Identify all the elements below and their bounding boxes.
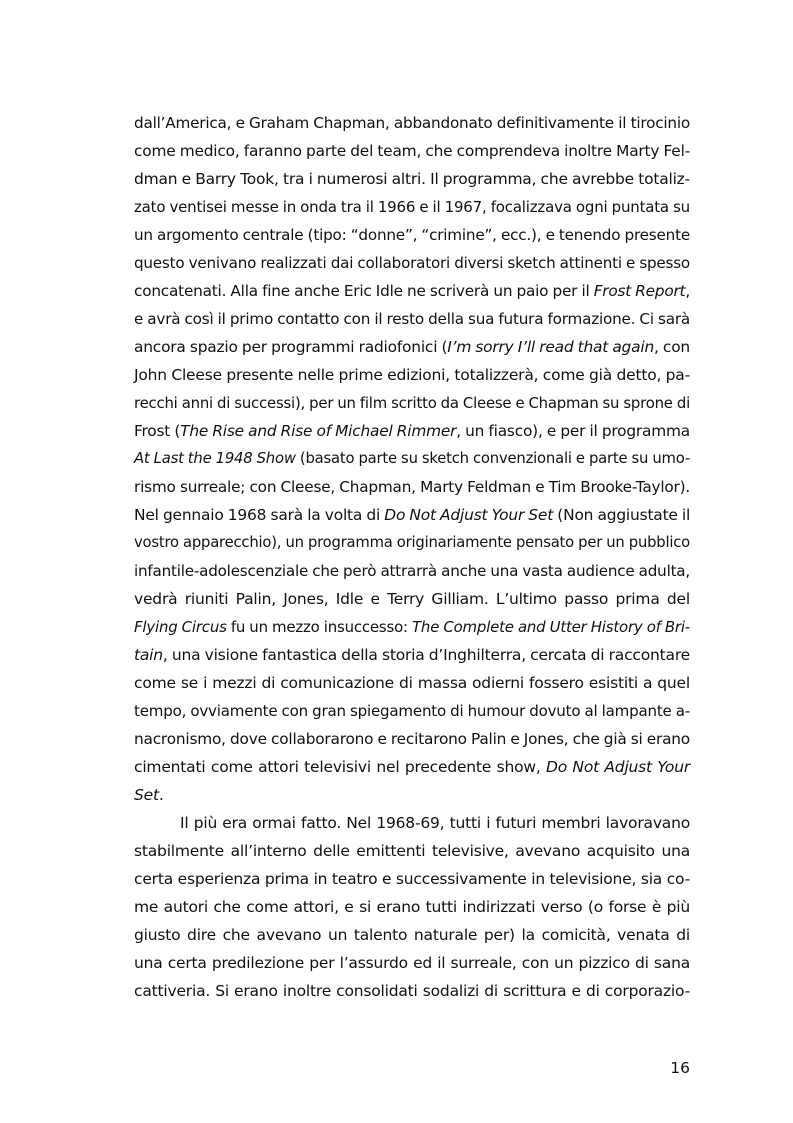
text-segment: recchi anni di successi), per un film scritto da Cleese e Chapman su sprone di bbox=[134, 394, 690, 412]
text-line bbox=[134, 473, 690, 501]
text-line bbox=[134, 417, 690, 445]
text-line bbox=[134, 389, 690, 417]
text-line bbox=[134, 585, 690, 613]
italic-title: tain bbox=[134, 646, 163, 664]
text-segment: certa esperienza prima in teatro e successivamente in televisione, sia co- bbox=[134, 870, 690, 888]
text-segment: tempo, ovviamente con gran spiegamento di humour dovuto al lampante a- bbox=[134, 702, 690, 720]
text-line bbox=[134, 445, 690, 473]
text-segment: (Non aggiustate il bbox=[553, 506, 691, 524]
text-line bbox=[134, 641, 690, 669]
text-segment: ancora spazio per programmi radiofonici ( bbox=[134, 338, 448, 356]
italic-title: Frost Report bbox=[593, 282, 686, 300]
text-segment: . bbox=[158, 786, 164, 804]
text-line bbox=[134, 977, 690, 1005]
text-segment: come medico, faranno parte del team, che comprendeva inoltre Marty Fel- bbox=[134, 142, 690, 160]
text-segment: (basato parte su sketch convenzionali e parte su umo- bbox=[295, 450, 690, 467]
text-segment: come se i mezzi di comunicazione di massa odierni fossero esistiti a quel bbox=[134, 674, 690, 692]
text-segment: , con bbox=[654, 338, 690, 356]
text-line bbox=[134, 865, 690, 893]
text-line bbox=[134, 137, 690, 165]
text-line bbox=[134, 221, 690, 249]
page-number: 16 bbox=[670, 1059, 690, 1077]
text-segment: Nel gennaio 1968 sarà la volta di bbox=[134, 506, 385, 524]
text-segment: una certa predilezione per l’assurdo ed il surreale, con un pizzico di sana bbox=[134, 954, 690, 972]
text-line bbox=[134, 837, 690, 865]
text-segment: un argomento centrale (tipo: “donne”, “crimine”, ecc.), e tenendo presente bbox=[134, 226, 690, 244]
text-segment: rismo surreale; con Cleese, Chapman, Marty Feldman e Tim Brooke-Taylor). bbox=[134, 478, 690, 496]
text-line bbox=[134, 333, 690, 361]
text-segment: cimentati come attori televisivi nel precedente show, bbox=[134, 758, 546, 776]
text-segment: zato ventisei messe in onda tra il 1966 e il 1967, focalizzava ogni puntata su bbox=[134, 198, 690, 216]
italic-title: I’m sorry I’ll read that again bbox=[447, 338, 655, 356]
text-line bbox=[134, 753, 690, 781]
italic-title: The Rise and Rise of Michael Rimmer bbox=[180, 422, 457, 440]
italic-title: The Complete and Utter History of Bri- bbox=[412, 618, 690, 636]
text-segment: cattiveria. Si erano inoltre consolidati sodalizi di scrittura e di corporazio- bbox=[134, 982, 690, 1000]
text-line bbox=[134, 249, 690, 277]
text-line bbox=[134, 305, 690, 333]
text-segment: e avrà così il primo contatto con il resto della sua futura formazione. Ci sarà bbox=[134, 310, 690, 328]
italic-title: At Last the 1948 Show bbox=[134, 450, 296, 467]
text-line bbox=[134, 781, 690, 809]
text-line bbox=[134, 669, 690, 697]
text-segment: dall’America, e Graham Chapman, abbandonato definitivamente il tirocinio bbox=[134, 114, 690, 132]
text-line bbox=[134, 361, 690, 389]
text-line bbox=[134, 809, 690, 837]
text-line bbox=[134, 277, 690, 305]
text-line bbox=[134, 613, 690, 641]
text-segment: stabilmente all’interno delle emittenti televisive, avevano acquisito una bbox=[134, 842, 690, 860]
text-line bbox=[134, 557, 690, 585]
text-line bbox=[134, 109, 690, 137]
text-line bbox=[134, 529, 690, 557]
text-segment: , bbox=[685, 282, 690, 300]
text-line bbox=[134, 921, 690, 949]
text-segment: questo venivano realizzati dai collaboratori diversi sketch attinenti e spesso bbox=[134, 254, 690, 272]
text-segment: nacronismo, dove collaborarono e recitarono Palin e Jones, che già si erano bbox=[134, 730, 690, 748]
text-line bbox=[134, 893, 690, 921]
text-segment: , una visione fantastica della storia d’Inghilterra, cercata di raccontare bbox=[162, 646, 691, 664]
italic-title: Do Not Adjust Your bbox=[545, 758, 690, 776]
italic-title: Set bbox=[134, 786, 159, 804]
text-line bbox=[134, 697, 690, 725]
text-line bbox=[134, 949, 690, 977]
text-segment: infantile-adolescenziale che però attrarrà anche una vasta audience adulta, bbox=[134, 562, 690, 580]
italic-title: Do Not Adjust Your Set bbox=[384, 506, 554, 524]
italic-title: Flying Circus bbox=[134, 618, 227, 636]
body-text bbox=[134, 109, 690, 1005]
text-segment: John Cleese presente nelle prime edizioni, totalizzerà, come già detto, pa- bbox=[134, 366, 690, 384]
text-segment: dman e Barry Took, tra i numerosi altri. Il programma, che avrebbe totaliz- bbox=[134, 170, 690, 188]
text-segment: fu un mezzo insuccesso: bbox=[226, 618, 412, 636]
text-segment: me autori che come attori, e si erano tutti indirizzati verso (o forse è più bbox=[134, 898, 690, 916]
text-line bbox=[134, 501, 690, 529]
text-line bbox=[134, 725, 690, 753]
text-segment: concatenati. Alla fine anche Eric Idle ne scriverà un paio per il bbox=[134, 282, 594, 300]
text-line bbox=[134, 193, 690, 221]
text-segment: Frost ( bbox=[134, 422, 181, 440]
text-line bbox=[134, 165, 690, 193]
text-segment: vedrà riuniti Palin, Jones, Idle e Terry Gilliam. L’ultimo passo prima del bbox=[134, 590, 690, 608]
text-segment: vostro apparecchio), un programma originariamente pensato per un pubblico bbox=[134, 534, 690, 551]
text-segment: Il più era ormai fatto. Nel 1968-69, tutti i futuri membri lavoravano bbox=[180, 814, 690, 832]
text-segment: giusto dire che avevano un talento naturale per) la comicità, venata di bbox=[134, 926, 690, 944]
text-segment: , un fiasco), e per il programma bbox=[456, 422, 690, 440]
